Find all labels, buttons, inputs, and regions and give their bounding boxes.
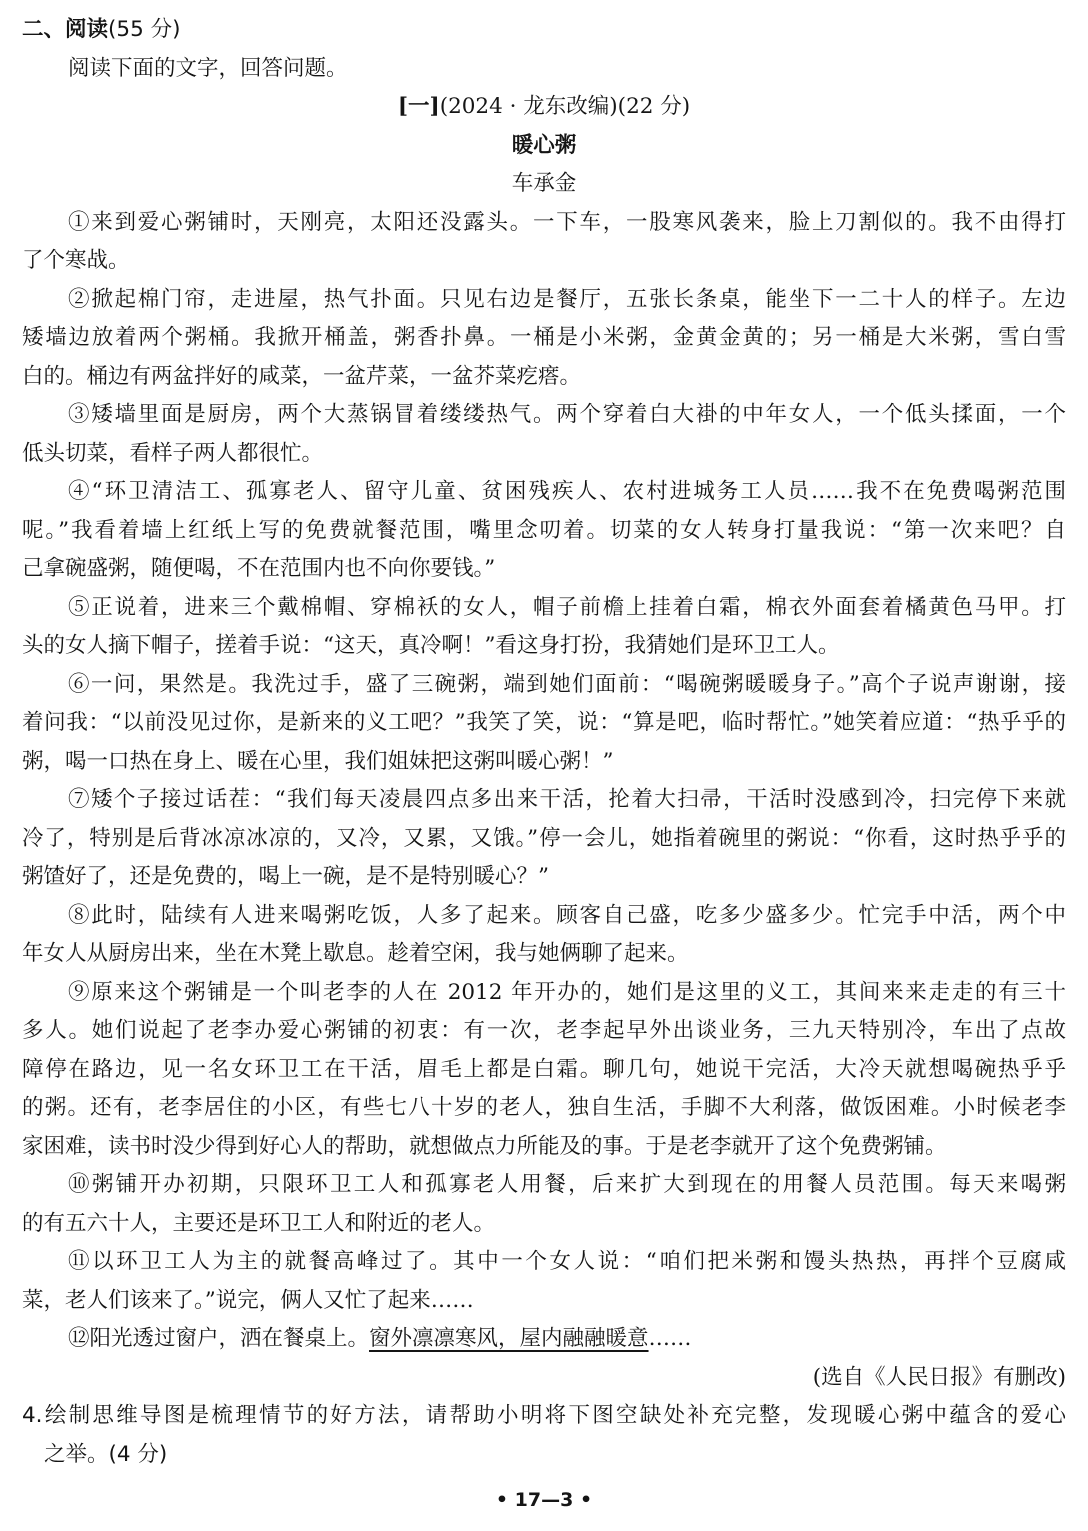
paragraph-line: 粥，喝一口热在身上、暖在心里，我们姐妹把这粥叫暖心粥！” bbox=[22, 748, 614, 774]
paragraph-line: 了个寒战。 bbox=[22, 248, 130, 273]
passage-source-note: (2024 · 龙东改编)(22 分) bbox=[439, 94, 691, 119]
paragraph-line: 年女人从厨房出来，坐在木凳上歇息。趁着空闲，我与她俩聊了起来。 bbox=[22, 941, 689, 966]
paragraph-11 bbox=[22, 1243, 1066, 1320]
paragraph-line: 己拿碗盛粥，随便喝，不在范围内也不向你要钱。” bbox=[22, 556, 496, 581]
paragraph-line: 粥馇好了，还是免费的，喝上一碗，是不是特别暖心？” bbox=[22, 864, 549, 889]
page-number: • 17—3 • bbox=[495, 1489, 593, 1511]
paragraph-line: 矮墙边放着两个粥桶。我掀开桶盖，粥香扑鼻。一桶是小米粥，金黄金黄的；另一桶是大米粥，雪白雪 bbox=[22, 325, 1066, 350]
paragraph-3 bbox=[22, 396, 1066, 473]
paragraph-8 bbox=[22, 897, 1066, 974]
paragraph-line: ⑪以环卫工人为主的就餐高峰过了。其中一个女人说：“咱们把米粥和馒头热热，再拌个豆腐咸 bbox=[68, 1249, 1066, 1274]
paragraph-6 bbox=[22, 666, 1066, 782]
paragraph-line: 的有五六十人，主要还是环卫工人和附近的老人。 bbox=[22, 1210, 496, 1236]
citation: (选自《人民日报》有删改) bbox=[812, 1364, 1066, 1390]
paragraph-10 bbox=[22, 1166, 1066, 1243]
paragraph-line: 多人。她们说起了老李办爱心粥铺的初衷：有一次，老李起早外出谈业务，三九天特别冷，车出了点故 bbox=[22, 1018, 1066, 1043]
paragraph-line: ⑨原来这个粥铺是一个叫老李的人在 2012 年开办的，她们是这里的义工，其间来来走走的有三十 bbox=[68, 979, 1066, 1005]
paragraph-line: 冷了，特别是后背冰凉冰凉的，又冷，又累，又饿。”停一会儿，她指着碗里的粥说：“你看，这时热乎乎的 bbox=[22, 825, 1066, 851]
paragraph-line: ⑧此时，陆续有人进来喝粥吃饭，人多了起来。顾客自己盛，吃多少盛多少。忙完手中活，两个中 bbox=[68, 902, 1066, 928]
paragraph-1 bbox=[22, 204, 1066, 281]
page-content bbox=[22, 11, 1066, 1474]
paragraph-line: 呢。”我看着墙上红纸上写的免费就餐范围，嘴里念叨着。切菜的女人转身打量我说：“第一次来吧？自 bbox=[22, 517, 1066, 543]
section-heading: 二、阅读 bbox=[22, 17, 109, 42]
paragraph-line: 障停在路边，见一名女环卫工在干活，眉毛上都是白霜。聊几句，她说干完活，大冷天就想喝碗热乎乎 bbox=[22, 1056, 1066, 1082]
paragraph-line: 着问我：“以前没见过你，是新来的义工吧？”我笑了笑，说：“算是吧，临时帮忙。”她笑着应道：“热乎乎的 bbox=[22, 710, 1066, 735]
passage-label: [一] bbox=[397, 94, 440, 119]
question-line: 之举。(4 分) bbox=[44, 1441, 168, 1467]
section-heading-line bbox=[22, 11, 1066, 50]
paragraph-line: ③矮墙里面是厨房，两个大蒸锅冒着缕缕热气。两个穿着白大褂的中年女人，一个低头揉面，一个 bbox=[68, 402, 1066, 427]
paragraph-5 bbox=[22, 589, 1066, 666]
section-score: (55 分) bbox=[108, 17, 181, 42]
paragraph-9 bbox=[22, 974, 1066, 1167]
paragraph-12 bbox=[22, 1320, 1066, 1359]
paragraph-line: 的粥。还有，老李居住的小区，有些七八十岁的老人，独自生活，手脚不大利落，做饭困难。小时候老李 bbox=[22, 1095, 1066, 1120]
paragraph-12-text: ⑫阳光透过窗户，洒在餐桌上。 bbox=[68, 1326, 370, 1351]
paragraph-line: ⑥一问，果然是。我洗过手，盛了三碗粥，端到她们面前：“喝碗粥暖暖身子。”高个子说声谢谢，接 bbox=[68, 671, 1066, 697]
question-line: 4.绘制思维导图是梳理情节的好方法，请帮助小明将下图空缺处补充完整，发现暖心粥中蕴含的爱心 bbox=[22, 1403, 1066, 1428]
passage-author: 车承金 bbox=[511, 171, 577, 196]
paragraph-line: ⑦矮个子接过话茬：“我们每天凌晨四点多出来干活，抡着大扫帚，干活时没感到冷，扫完停下来就 bbox=[68, 787, 1066, 812]
instruction: 阅读下面的文字，回答问题。 bbox=[68, 55, 348, 81]
paragraph-line: ①来到爱心粥铺时，天刚亮，太阳还没露头。一下车，一股寒风袭来，脸上刀割似的。我不由得打 bbox=[68, 209, 1066, 235]
underlined-sentence: 窗外凛凛寒风，屋内融融暖意 bbox=[369, 1326, 649, 1351]
paragraph-line: 低头切菜，看样子两人都很忙。 bbox=[22, 440, 324, 466]
paragraph-line: 头的女人摘下帽子，搓着手说：“这天，真冷啊！”看这身打扮，我猜她们是环卫工人。 bbox=[22, 633, 840, 658]
paragraph-line: 菜，老人们该来了。”说完，俩人又忙了起来…… bbox=[22, 1287, 474, 1313]
paragraph-7 bbox=[22, 781, 1066, 897]
paragraph-line: ⑩粥铺开办初期，只限环卫工人和孤寡老人用餐，后来扩大到现在的用餐人员范围。每天来喝粥 bbox=[68, 1172, 1066, 1197]
paragraph-line: ②掀起棉门帘，走进屋，热气扑面。只见右边是餐厅，五张长条桌，能坐下一二十人的样子。左边 bbox=[68, 286, 1066, 312]
paragraph-line: 白的。桶边有两盆拌好的咸菜，一盆芹菜，一盆芥菜疙瘩。 bbox=[22, 363, 582, 389]
paragraph-2 bbox=[22, 281, 1066, 397]
paragraph-4 bbox=[22, 473, 1066, 589]
passage-title: 暖心粥 bbox=[511, 132, 577, 158]
paragraph-12-ellipsis: …… bbox=[648, 1326, 692, 1351]
passage-header bbox=[22, 88, 1066, 127]
paragraph-line: 家困难，读书时没少得到好心人的帮助，就想做点力所能及的事。于是老李就开了这个免费粥铺。 bbox=[22, 1133, 947, 1159]
question-4 bbox=[22, 1397, 1066, 1474]
paragraph-line: ⑤正说着，进来三个戴棉帽、穿棉袄的女人，帽子前檐上挂着白霜，棉衣外面套着橘黄色马甲。打 bbox=[68, 594, 1066, 620]
paragraph-line: ④“环卫清洁工、孤寡老人、留守儿童、贫困残疾人、农村进城务工人员……我不在免费喝粥范围 bbox=[68, 479, 1066, 504]
